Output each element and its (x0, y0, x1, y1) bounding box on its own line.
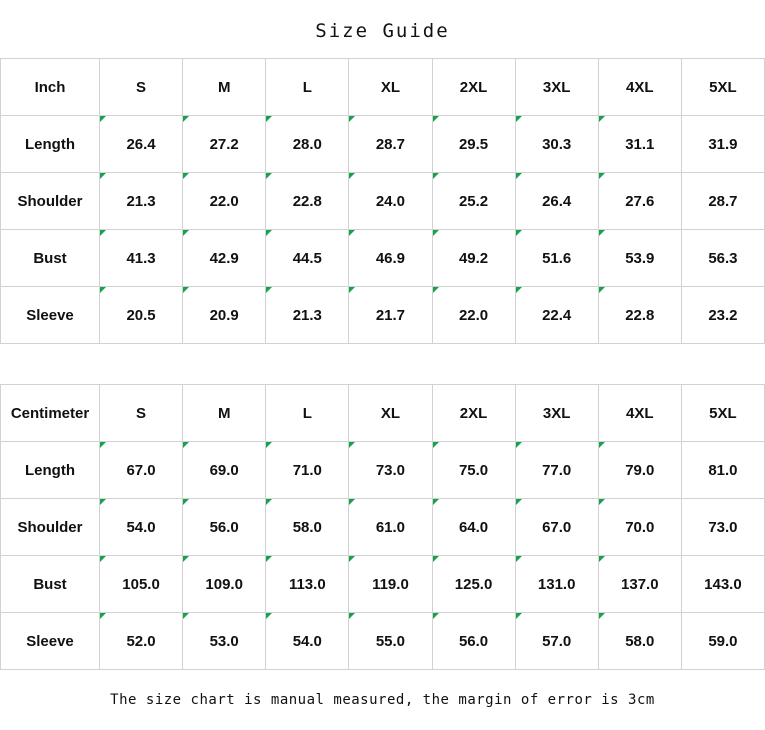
cell-inch-sleeve-2xl: 22.0 (432, 287, 515, 344)
size-header-xl: XL (349, 59, 432, 116)
corner-marker-icon (183, 230, 189, 236)
cell-cm-sleeve-2xl: 56.0 (432, 613, 515, 670)
size-header-5xl: 5XL (681, 385, 764, 442)
cell-cm-bust-l: 113.0 (266, 556, 349, 613)
corner-marker-icon (183, 442, 189, 448)
cell-cm-bust-xl: 119.0 (349, 556, 432, 613)
corner-marker-icon (516, 613, 522, 619)
table-row (1, 230, 765, 287)
corner-marker-icon (183, 116, 189, 122)
corner-marker-icon (433, 230, 439, 236)
corner-marker-icon (100, 442, 106, 448)
corner-marker-icon (266, 442, 272, 448)
cell-cm-sleeve-xl: 55.0 (349, 613, 432, 670)
corner-marker-icon (349, 287, 355, 293)
size-header-3xl: 3XL (515, 59, 598, 116)
cell-cm-shoulder-l: 58.0 (266, 499, 349, 556)
size-header-2xl: 2XL (432, 59, 515, 116)
cell-inch-bust-s: 41.3 (100, 230, 183, 287)
size-header-xl: XL (349, 385, 432, 442)
corner-marker-icon (433, 116, 439, 122)
cell-cm-sleeve-l: 54.0 (266, 613, 349, 670)
cell-cm-sleeve-5xl: 59.0 (681, 613, 764, 670)
table-header-row (1, 59, 765, 116)
size-header-l: L (266, 385, 349, 442)
cell-inch-length-l: 28.0 (266, 116, 349, 173)
cell-inch-shoulder-3xl: 26.4 (515, 173, 598, 230)
corner-marker-icon (349, 556, 355, 562)
corner-marker-icon (100, 287, 106, 293)
row-label-bust: Bust (1, 556, 100, 613)
corner-marker-icon (516, 556, 522, 562)
row-label-length: Length (1, 116, 100, 173)
cell-cm-shoulder-2xl: 64.0 (432, 499, 515, 556)
measurement-disclaimer: The size chart is manual measured, the margin of error is 3cm (110, 692, 655, 708)
cell-inch-shoulder-l: 22.8 (266, 173, 349, 230)
corner-marker-icon (349, 613, 355, 619)
table-row (1, 287, 765, 344)
cell-cm-length-xl: 73.0 (349, 442, 432, 499)
corner-marker-icon (183, 556, 189, 562)
cell-cm-length-4xl: 79.0 (598, 442, 681, 499)
corner-marker-icon (183, 287, 189, 293)
corner-marker-icon (266, 613, 272, 619)
table-row (1, 556, 765, 613)
corner-marker-icon (599, 442, 605, 448)
cell-inch-shoulder-xl: 24.0 (349, 173, 432, 230)
corner-marker-icon (516, 287, 522, 293)
cell-inch-bust-5xl: 56.3 (681, 230, 764, 287)
corner-marker-icon (100, 230, 106, 236)
size-header-s: S (100, 385, 183, 442)
row-label-shoulder: Shoulder (1, 173, 100, 230)
corner-marker-icon (349, 442, 355, 448)
cell-cm-bust-4xl: 137.0 (598, 556, 681, 613)
corner-marker-icon (349, 173, 355, 179)
corner-marker-icon (183, 613, 189, 619)
corner-marker-icon (599, 613, 605, 619)
cell-cm-bust-2xl: 125.0 (432, 556, 515, 613)
corner-marker-icon (349, 116, 355, 122)
corner-marker-icon (349, 499, 355, 505)
cell-inch-length-4xl: 31.1 (598, 116, 681, 173)
corner-marker-icon (266, 230, 272, 236)
size-header-2xl: 2XL (432, 385, 515, 442)
corner-marker-icon (183, 499, 189, 505)
corner-marker-icon (516, 173, 522, 179)
row-label-shoulder: Shoulder (1, 499, 100, 556)
row-label-bust: Bust (1, 230, 100, 287)
cell-cm-length-s: 67.0 (100, 442, 183, 499)
cell-inch-bust-l: 44.5 (266, 230, 349, 287)
page-title: Size Guide (315, 20, 450, 42)
row-label-sleeve: Sleeve (1, 613, 100, 670)
corner-marker-icon (266, 173, 272, 179)
cell-cm-sleeve-m: 53.0 (183, 613, 266, 670)
corner-marker-icon (516, 116, 522, 122)
corner-marker-icon (516, 499, 522, 505)
cell-inch-length-s: 26.4 (100, 116, 183, 173)
row-label-length: Length (1, 442, 100, 499)
table-spacer (0, 344, 765, 384)
table-row (1, 116, 765, 173)
cell-cm-sleeve-3xl: 57.0 (515, 613, 598, 670)
cell-inch-sleeve-m: 20.9 (183, 287, 266, 344)
size-header-m: M (183, 385, 266, 442)
cell-cm-shoulder-m: 56.0 (183, 499, 266, 556)
cell-inch-shoulder-5xl: 28.7 (681, 173, 764, 230)
size-header-5xl: 5XL (681, 59, 764, 116)
corner-marker-icon (599, 556, 605, 562)
cell-inch-bust-xl: 46.9 (349, 230, 432, 287)
corner-marker-icon (100, 116, 106, 122)
cell-inch-bust-2xl: 49.2 (432, 230, 515, 287)
cell-cm-shoulder-3xl: 67.0 (515, 499, 598, 556)
cell-inch-bust-m: 42.9 (183, 230, 266, 287)
corner-marker-icon (266, 116, 272, 122)
size-header-m: M (183, 59, 266, 116)
cell-inch-length-2xl: 29.5 (432, 116, 515, 173)
size-header-4xl: 4XL (598, 59, 681, 116)
corner-marker-icon (433, 442, 439, 448)
corner-marker-icon (433, 287, 439, 293)
unit-label-centimeter: Centimeter (1, 385, 100, 442)
corner-marker-icon (433, 556, 439, 562)
cell-inch-shoulder-s: 21.3 (100, 173, 183, 230)
table-row (1, 499, 765, 556)
cell-cm-shoulder-xl: 61.0 (349, 499, 432, 556)
corner-marker-icon (516, 230, 522, 236)
corner-marker-icon (349, 230, 355, 236)
cell-cm-shoulder-4xl: 70.0 (598, 499, 681, 556)
unit-label-inch: Inch (1, 59, 100, 116)
size-table-centimeter (0, 384, 765, 670)
size-header-4xl: 4XL (598, 385, 681, 442)
cell-cm-sleeve-s: 52.0 (100, 613, 183, 670)
corner-marker-icon (433, 613, 439, 619)
size-header-l: L (266, 59, 349, 116)
cell-inch-length-xl: 28.7 (349, 116, 432, 173)
cell-inch-shoulder-4xl: 27.6 (598, 173, 681, 230)
corner-marker-icon (100, 499, 106, 505)
size-table-inch (0, 58, 765, 344)
corner-marker-icon (266, 556, 272, 562)
cell-inch-length-3xl: 30.3 (515, 116, 598, 173)
cell-inch-bust-3xl: 51.6 (515, 230, 598, 287)
cell-cm-length-2xl: 75.0 (432, 442, 515, 499)
corner-marker-icon (433, 499, 439, 505)
cell-inch-sleeve-s: 20.5 (100, 287, 183, 344)
cell-inch-sleeve-3xl: 22.4 (515, 287, 598, 344)
corner-marker-icon (433, 173, 439, 179)
table-row (1, 613, 765, 670)
cell-cm-bust-s: 105.0 (100, 556, 183, 613)
cell-cm-bust-5xl: 143.0 (681, 556, 764, 613)
cell-cm-length-5xl: 81.0 (681, 442, 764, 499)
cell-cm-length-l: 71.0 (266, 442, 349, 499)
corner-marker-icon (516, 442, 522, 448)
cell-cm-bust-m: 109.0 (183, 556, 266, 613)
cell-cm-shoulder-5xl: 73.0 (681, 499, 764, 556)
cell-inch-shoulder-m: 22.0 (183, 173, 266, 230)
cell-inch-sleeve-5xl: 23.2 (681, 287, 764, 344)
cell-inch-sleeve-xl: 21.7 (349, 287, 432, 344)
cell-inch-sleeve-l: 21.3 (266, 287, 349, 344)
table-row (1, 442, 765, 499)
corner-marker-icon (266, 499, 272, 505)
corner-marker-icon (100, 556, 106, 562)
corner-marker-icon (599, 116, 605, 122)
cell-cm-sleeve-4xl: 58.0 (598, 613, 681, 670)
corner-marker-icon (100, 613, 106, 619)
cell-inch-length-5xl: 31.9 (681, 116, 764, 173)
table-row (1, 173, 765, 230)
row-label-sleeve: Sleeve (1, 287, 100, 344)
cell-inch-length-m: 27.2 (183, 116, 266, 173)
corner-marker-icon (599, 499, 605, 505)
size-header-3xl: 3XL (515, 385, 598, 442)
cell-cm-length-m: 69.0 (183, 442, 266, 499)
cell-cm-length-3xl: 77.0 (515, 442, 598, 499)
table-header-row (1, 385, 765, 442)
cell-cm-bust-3xl: 131.0 (515, 556, 598, 613)
corner-marker-icon (599, 230, 605, 236)
corner-marker-icon (100, 173, 106, 179)
size-header-s: S (100, 59, 183, 116)
corner-marker-icon (266, 287, 272, 293)
cell-inch-sleeve-4xl: 22.8 (598, 287, 681, 344)
cell-inch-shoulder-2xl: 25.2 (432, 173, 515, 230)
corner-marker-icon (183, 173, 189, 179)
cell-inch-bust-4xl: 53.9 (598, 230, 681, 287)
cell-cm-shoulder-s: 54.0 (100, 499, 183, 556)
corner-marker-icon (599, 173, 605, 179)
corner-marker-icon (599, 287, 605, 293)
